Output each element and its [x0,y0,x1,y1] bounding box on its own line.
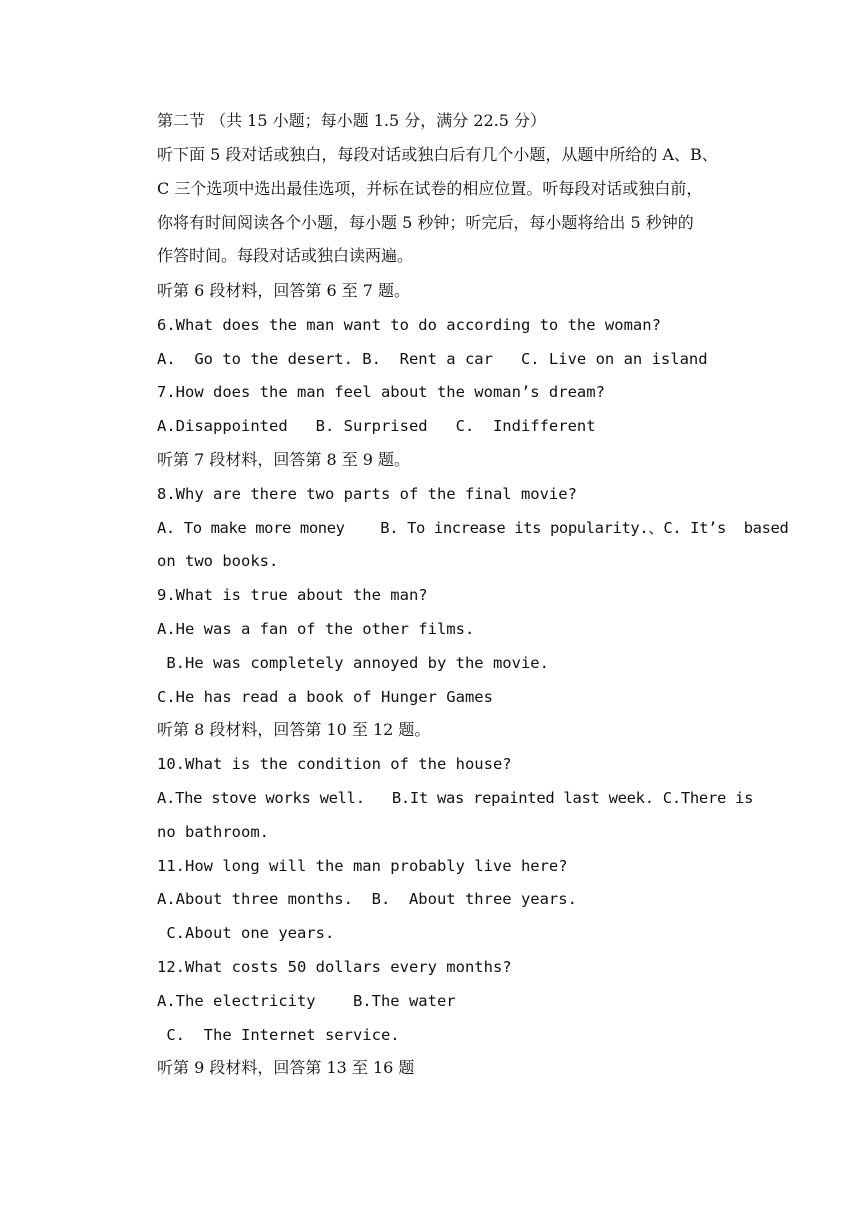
instructions-line-4: 作答时间。每段对话或独白读两遍。 [157,246,414,265]
question-12: 12.What costs 50 dollars every months? [157,958,512,976]
question-7-options: A.Disappointed B. Surprised C. Indifferent [157,417,596,435]
material-7-intro: 听第 7 段材料，回答第 8 至 9 题。 [157,450,411,469]
question-10-options-line-1: A.The stove works well. B.It was repainted last week. C.There is [157,789,754,807]
instructions-line-3: 你将有时间阅读各个小题，每小题 5 秒钟；听完后，每小题将给出 5 秒钟的 [157,213,694,232]
material-8-intro: 听第 8 段材料，回答第 10 至 12 题。 [157,720,431,739]
material-6-intro: 听第 6 段材料，回答第 6 至 7 题。 [157,281,411,300]
question-11-options-line-1: A.About three months. B. About three years. [157,890,577,908]
material-9-intro: 听第 9 段材料，回答第 13 至 16 题 [157,1058,415,1077]
section-heading: 第二节 （共 15 小题；每小题 1.5 分，满分 22.5 分） [157,111,547,130]
question-10: 10.What is the condition of the house? [157,755,512,773]
question-6: 6.What does the man want to do according to the woman? [157,316,661,334]
question-11: 11.How long will the man probably live here? [157,857,568,875]
question-12-options-line-1: A.The electricity B.The water [157,992,456,1010]
instructions-line-1: 听下面 5 段对话或独白，每段对话或独白后有几个小题，从题中所给的 A、B、 [157,145,718,164]
question-9: 9.What is true about the man? [157,586,428,604]
question-8-options-line-2: on two books. [157,552,279,570]
question-9-option-a: A.He was a fan of the other films. [157,620,475,638]
question-11-options-line-2: C.About one years. [157,924,335,942]
question-8-options-line-1: A. To make more money B. To increase its popularity.、C. It’s based [157,519,789,537]
question-8: 8.Why are there two parts of the final movie? [157,485,577,503]
instructions-line-2: C 三个选项中选出最佳选项，并标在试卷的相应位置。听每段对话或独白前， [157,179,703,198]
question-9-option-c: C.He has read a book of Hunger Games [157,688,493,706]
question-10-options-line-2: no bathroom. [157,823,269,841]
question-7: 7.How does the man feel about the woman’s dream? [157,383,605,401]
question-12-options-line-2: C. The Internet service. [157,1026,400,1044]
question-9-option-b: B.He was completely annoyed by the movie. [157,654,549,672]
question-6-options: A. Go to the desert. B. Rent a car C. Live on an island [157,350,708,368]
